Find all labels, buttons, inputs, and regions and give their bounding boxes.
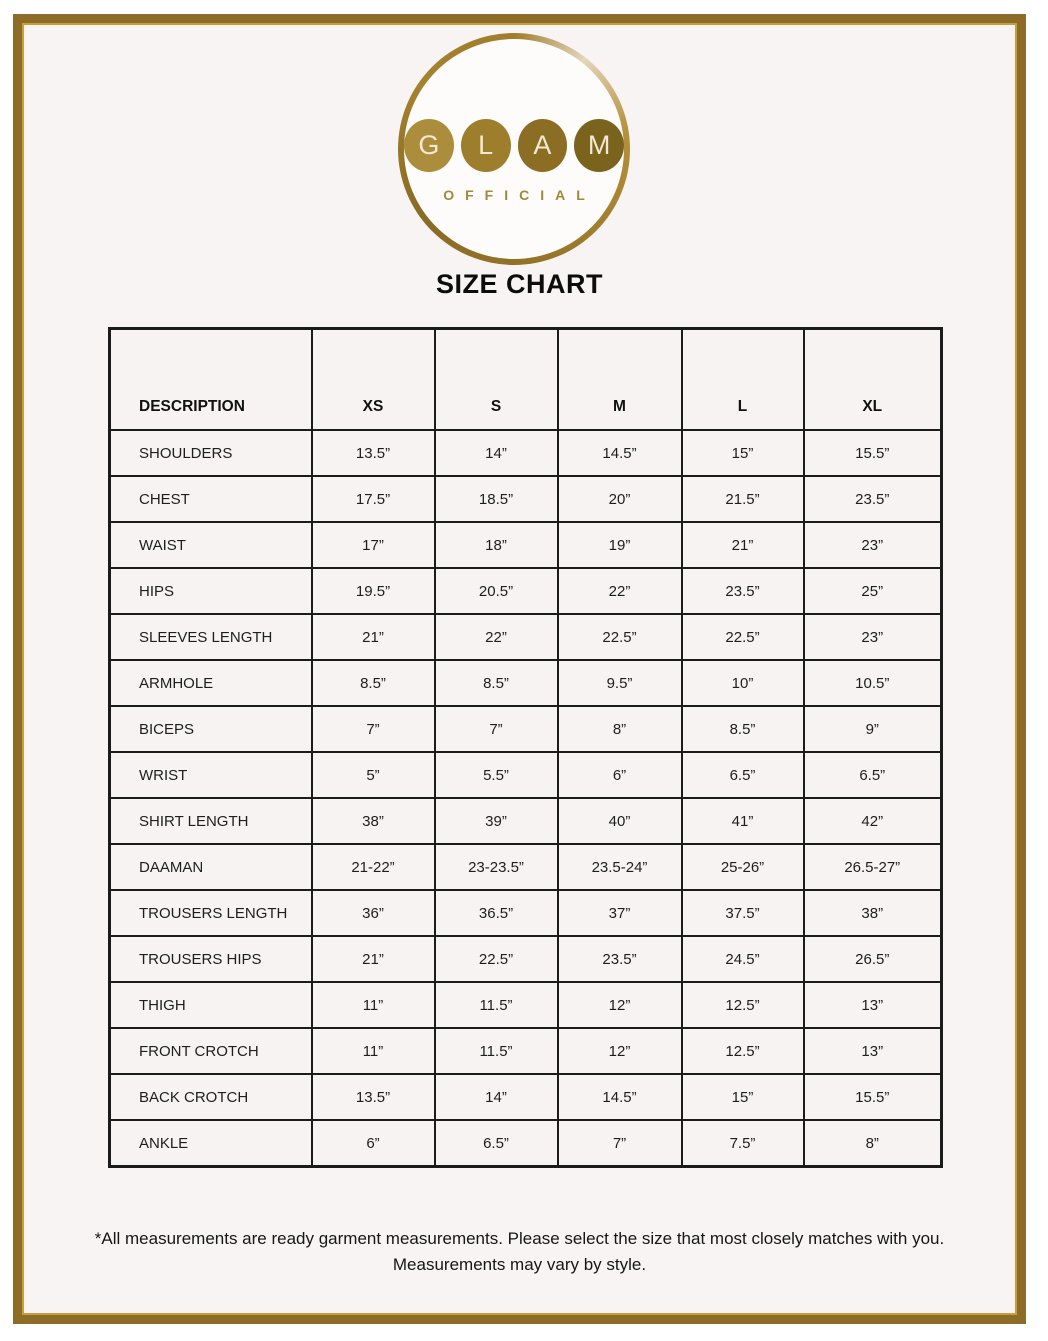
measurement-cell: 25-26” xyxy=(682,844,804,890)
measurement-cell: 8.5” xyxy=(435,660,558,706)
table-row xyxy=(110,982,942,1028)
measurement-cell: 14.5” xyxy=(558,430,682,476)
row-label: DAAMAN xyxy=(110,844,312,890)
logo-letter-g: G xyxy=(404,119,454,172)
measurement-cell: 7” xyxy=(435,706,558,752)
measurement-cell: 41” xyxy=(682,798,804,844)
measurement-cell: 11” xyxy=(312,1028,435,1074)
column-header-s: S xyxy=(435,329,558,431)
measurement-cell: 21” xyxy=(312,936,435,982)
measurement-cell: 22.5” xyxy=(435,936,558,982)
size-chart-table xyxy=(108,327,943,1168)
measurement-cell: 40” xyxy=(558,798,682,844)
measurement-cell: 13” xyxy=(804,982,942,1028)
measurement-cell: 6.5” xyxy=(682,752,804,798)
measurement-cell: 17.5” xyxy=(312,476,435,522)
column-header-m: M xyxy=(558,329,682,431)
row-label: ANKLE xyxy=(110,1120,312,1167)
measurement-cell: 5.5” xyxy=(435,752,558,798)
measurement-cell: 22.5” xyxy=(682,614,804,660)
table-row xyxy=(110,798,942,844)
measurement-cell: 11.5” xyxy=(435,1028,558,1074)
measurement-cell: 12” xyxy=(558,982,682,1028)
measurement-cell: 15” xyxy=(682,1074,804,1120)
measurement-cell: 12.5” xyxy=(682,1028,804,1074)
table-row xyxy=(110,568,942,614)
row-label: BACK CROTCH xyxy=(110,1074,312,1120)
measurement-cell: 23” xyxy=(804,522,942,568)
table-row xyxy=(110,660,942,706)
row-label: TROUSERS LENGTH xyxy=(110,890,312,936)
footer-note xyxy=(22,1226,1017,1279)
measurement-cell: 12.5” xyxy=(682,982,804,1028)
logo-subtitle: OFFICIAL xyxy=(443,187,596,203)
brand-logo xyxy=(398,33,630,265)
row-label: TROUSERS HIPS xyxy=(110,936,312,982)
row-label: SHIRT LENGTH xyxy=(110,798,312,844)
measurement-cell: 23.5” xyxy=(682,568,804,614)
measurement-cell: 18” xyxy=(435,522,558,568)
measurement-cell: 38” xyxy=(804,890,942,936)
measurement-cell: 13.5” xyxy=(312,430,435,476)
footer-line-2: Measurements may vary by style. xyxy=(392,1255,647,1275)
measurement-cell: 22” xyxy=(435,614,558,660)
measurement-cell: 21-22” xyxy=(312,844,435,890)
table-row xyxy=(110,752,942,798)
row-label: THIGH xyxy=(110,982,312,1028)
measurement-cell: 36” xyxy=(312,890,435,936)
measurement-cell: 42” xyxy=(804,798,942,844)
column-header-l: L xyxy=(682,329,804,431)
measurement-cell: 23.5-24” xyxy=(558,844,682,890)
measurement-cell: 14” xyxy=(435,430,558,476)
column-header-description: DESCRIPTION xyxy=(110,329,312,431)
logo-letter-a: A xyxy=(518,119,568,172)
measurement-cell: 38” xyxy=(312,798,435,844)
measurement-cell: 8.5” xyxy=(682,706,804,752)
measurement-cell: 6.5” xyxy=(804,752,942,798)
table-row xyxy=(110,1120,942,1167)
measurement-cell: 15.5” xyxy=(804,1074,942,1120)
table-row xyxy=(110,430,942,476)
measurement-cell: 6” xyxy=(558,752,682,798)
measurement-cell: 9.5” xyxy=(558,660,682,706)
measurement-cell: 22.5” xyxy=(558,614,682,660)
measurement-cell: 22” xyxy=(558,568,682,614)
logo-letter-m: M xyxy=(574,119,624,172)
table-row xyxy=(110,614,942,660)
table-body xyxy=(110,430,942,1167)
measurement-cell: 36.5” xyxy=(435,890,558,936)
measurement-cell: 6” xyxy=(312,1120,435,1167)
measurement-cell: 7” xyxy=(558,1120,682,1167)
measurement-cell: 8” xyxy=(804,1120,942,1167)
logo-inner-circle xyxy=(404,39,624,259)
measurement-cell: 20.5” xyxy=(435,568,558,614)
measurement-cell: 13.5” xyxy=(312,1074,435,1120)
table-row xyxy=(110,522,942,568)
row-label: SLEEVES LENGTH xyxy=(110,614,312,660)
measurement-cell: 39” xyxy=(435,798,558,844)
column-header-xs: XS xyxy=(312,329,435,431)
measurement-cell: 8.5” xyxy=(312,660,435,706)
measurement-cell: 6.5” xyxy=(435,1120,558,1167)
row-label: CHEST xyxy=(110,476,312,522)
measurement-cell: 11.5” xyxy=(435,982,558,1028)
measurement-cell: 26.5” xyxy=(804,936,942,982)
measurement-cell: 21” xyxy=(682,522,804,568)
table-header-row xyxy=(110,329,942,431)
measurement-cell: 7” xyxy=(312,706,435,752)
measurement-cell: 26.5-27” xyxy=(804,844,942,890)
measurement-cell: 10.5” xyxy=(804,660,942,706)
row-label: HIPS xyxy=(110,568,312,614)
gold-frame xyxy=(13,14,1026,1324)
measurement-cell: 8” xyxy=(558,706,682,752)
measurement-cell: 18.5” xyxy=(435,476,558,522)
measurement-cell: 19.5” xyxy=(312,568,435,614)
measurement-cell: 21” xyxy=(312,614,435,660)
page-title: SIZE CHART xyxy=(436,269,603,299)
measurement-cell: 20” xyxy=(558,476,682,522)
measurement-cell: 12” xyxy=(558,1028,682,1074)
measurement-cell: 7.5” xyxy=(682,1120,804,1167)
measurement-cell: 23” xyxy=(804,614,942,660)
measurement-cell: 11” xyxy=(312,982,435,1028)
table-row xyxy=(110,476,942,522)
measurement-cell: 24.5” xyxy=(682,936,804,982)
measurement-cell: 17” xyxy=(312,522,435,568)
measurement-cell: 19” xyxy=(558,522,682,568)
row-label: SHOULDERS xyxy=(110,430,312,476)
measurement-cell: 5” xyxy=(312,752,435,798)
measurement-cell: 10” xyxy=(682,660,804,706)
column-header-xl: XL xyxy=(804,329,942,431)
row-label: WAIST xyxy=(110,522,312,568)
measurement-cell: 14” xyxy=(435,1074,558,1120)
measurement-cell: 37” xyxy=(558,890,682,936)
row-label: FRONT CROTCH xyxy=(110,1028,312,1074)
measurement-cell: 23.5” xyxy=(804,476,942,522)
row-label: ARMHOLE xyxy=(110,660,312,706)
logo-letters xyxy=(404,119,624,172)
table-row xyxy=(110,1028,942,1074)
table-row xyxy=(110,706,942,752)
measurement-cell: 15” xyxy=(682,430,804,476)
row-label: WRIST xyxy=(110,752,312,798)
table-row xyxy=(110,1074,942,1120)
table-row xyxy=(110,936,942,982)
measurement-cell: 37.5” xyxy=(682,890,804,936)
measurement-cell: 15.5” xyxy=(804,430,942,476)
measurement-cell: 23-23.5” xyxy=(435,844,558,890)
measurement-cell: 23.5” xyxy=(558,936,682,982)
row-label: BICEPS xyxy=(110,706,312,752)
logo-letter-l: L xyxy=(461,119,511,172)
table-row xyxy=(110,844,942,890)
measurement-cell: 25” xyxy=(804,568,942,614)
measurement-cell: 13” xyxy=(804,1028,942,1074)
table-row xyxy=(110,890,942,936)
measurement-cell: 14.5” xyxy=(558,1074,682,1120)
measurement-cell: 9” xyxy=(804,706,942,752)
footer-line-1: *All measurements are ready garment measurements. Please select the size that most closely matches with you. xyxy=(94,1229,945,1248)
measurement-cell: 21.5” xyxy=(682,476,804,522)
